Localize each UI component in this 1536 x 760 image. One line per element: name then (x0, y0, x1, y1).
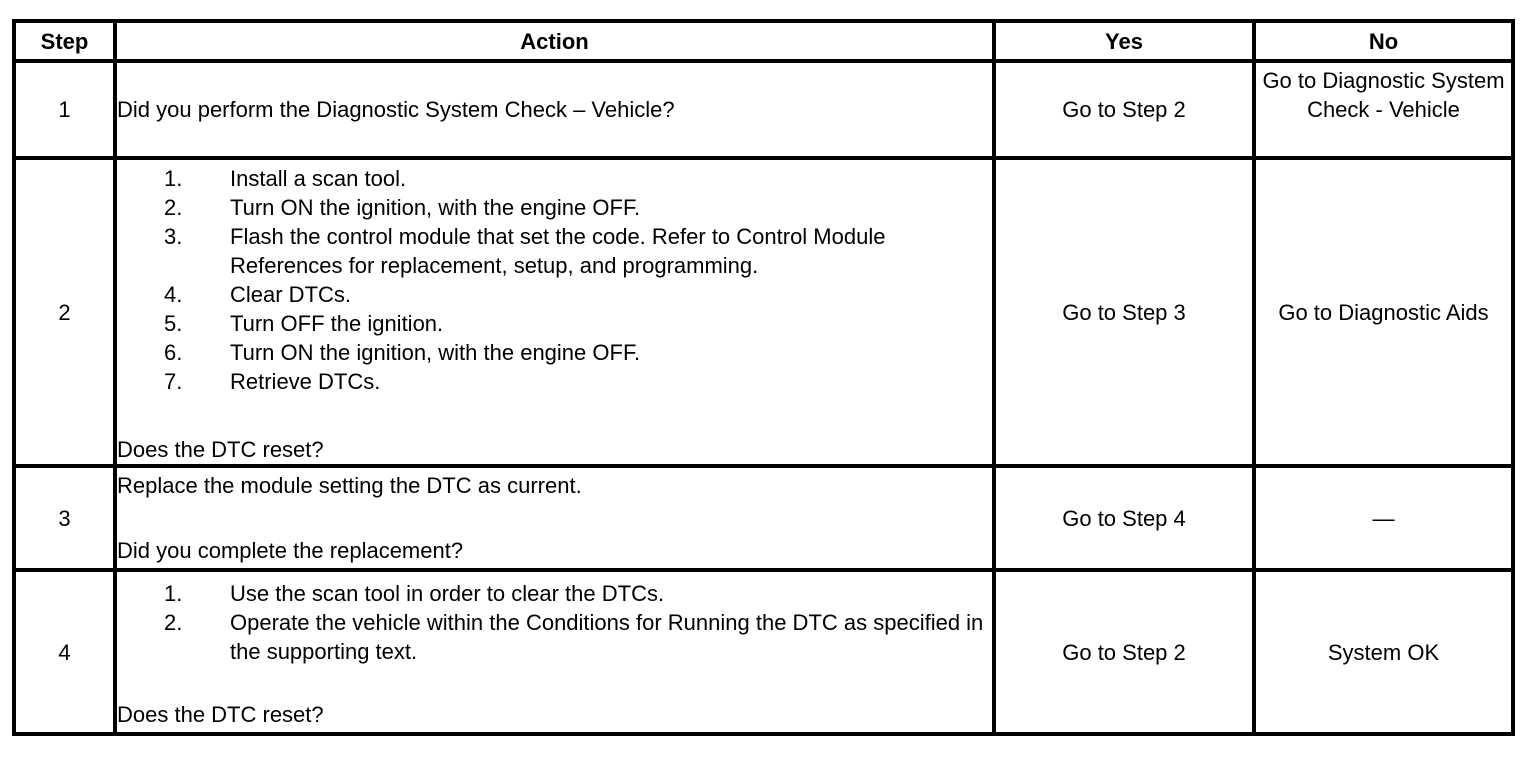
header-no: No (1254, 21, 1513, 61)
header-step: Step (14, 21, 115, 61)
step-number: 3 (14, 466, 115, 570)
action-cell (115, 158, 994, 466)
no-cell: Go to Diagnostic System Check - Vehicle (1254, 61, 1513, 158)
diagnostic-table (12, 19, 1515, 736)
table-header-row (14, 21, 1513, 61)
step-number: 2 (14, 158, 115, 466)
yes-cell: Go to Step 4 (994, 466, 1254, 570)
action-cell (115, 61, 994, 158)
yes-cell: Go to Step 2 (994, 570, 1254, 734)
question-text: Does the DTC reset? (117, 702, 324, 727)
question-text: Did you complete the replacement? (117, 538, 464, 563)
list-item: 1. Install a scan tool. (164, 166, 407, 191)
table-row (14, 466, 1513, 570)
no-cell: Go to Diagnostic Aids (1254, 158, 1513, 466)
list-item: 2. Operate the vehicle within the Conditions for Running the DTC as specified in the supporting text. (164, 610, 984, 664)
list-item: 3. Flash the control module that set the code. Refer to Control Module References for replacement, setup, and programming. (164, 224, 886, 278)
list-item: 2. Turn ON the ignition, with the engine OFF. (164, 195, 641, 220)
table-row (14, 158, 1513, 466)
header-action: Action (115, 21, 994, 61)
header-yes: Yes (994, 21, 1254, 61)
yes-cell: Go to Step 2 (994, 61, 1254, 158)
list-item: 4. Clear DTCs. (164, 282, 352, 307)
list-item: 1. Use the scan tool in order to clear the DTCs. (164, 581, 665, 606)
list-item: 5. Turn OFF the ignition. (164, 311, 444, 336)
yes-cell: Go to Step 3 (994, 158, 1254, 466)
no-cell: — (1254, 466, 1513, 570)
list-item: 7. Retrieve DTCs. (164, 369, 381, 394)
action-cell (115, 466, 994, 570)
step-number: 4 (14, 570, 115, 734)
table-row (14, 61, 1513, 158)
question-text: Does the DTC reset? (117, 437, 324, 462)
action-text: Did you perform the Diagnostic System Check – Vehicle? (117, 97, 675, 122)
table-row (14, 570, 1513, 734)
list-item: 6. Turn ON the ignition, with the engine OFF. (164, 340, 641, 365)
no-cell: System OK (1254, 570, 1513, 734)
action-text: Replace the module setting the DTC as current. (117, 473, 582, 498)
step-number: 1 (14, 61, 115, 158)
instruction-list (117, 579, 992, 666)
instruction-list (117, 164, 992, 396)
action-cell (115, 570, 994, 734)
